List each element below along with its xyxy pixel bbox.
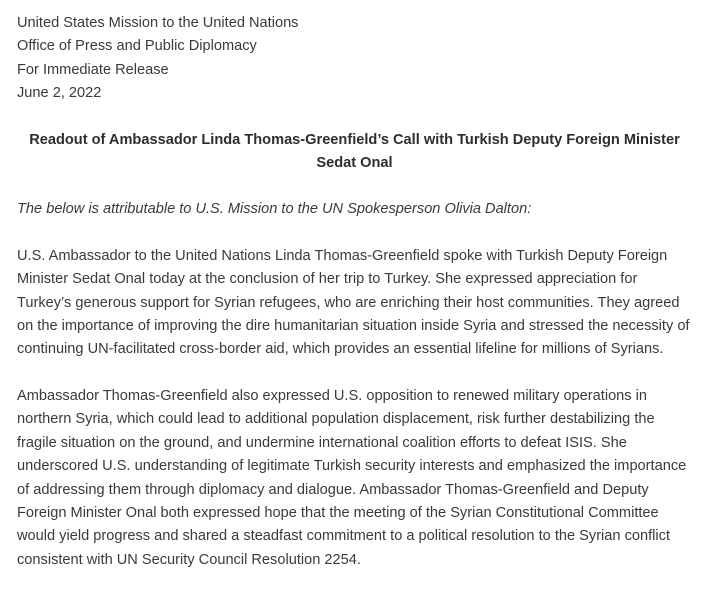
header-date: June 2, 2022 xyxy=(17,85,102,102)
header-office: Office of Press and Public Diplomacy xyxy=(17,38,257,55)
body-paragraph-2: Ambassador Thomas-Greenfield also expressed U.S. opposition to renewed military operations in northern Syria, which could lead to additional population displacement, risk further destabilizing the fragile situation on the ground, and undermine international coalition efforts to defeat ISIS. She underscored U.S. understanding of legitimate Turkish security interests and emphasized the importance of addressing them through diplomacy and dialogue. Ambassador Thomas-Greenfield and Deputy Foreign Minister Onal both expressed hope that the meeting of the Syrian Constitutional Committee would yield progress and shared a steadfast commitment to a political resolution to the Syrian conflict consistent with UN Security Council Resolution 2254. xyxy=(17,387,687,568)
body-paragraph-1: U.S. Ambassador to the United Nations Linda Thomas-Greenfield spoke with Turkish Deputy Foreign Minister Sedat Onal today at the conclusion of her trip to Turkey. She expressed appreciation for Turkey’s generous support for Syrian refugees, who are enriching their host communities. They agreed on the importance of improving the dire humanitarian situation inside Syria and stressed the necessity of continuing UN-facilitated cross-border aid, which provides an essential lifeline for millions of Syrians. xyxy=(17,247,690,358)
header-organization: United States Mission to the United Nations xyxy=(17,15,299,31)
release-title: Readout of Ambassador Linda Thomas-Greenfield’s Call with Turkish Deputy Foreign Minister Sedat Onal xyxy=(29,131,680,172)
release-header xyxy=(17,12,692,106)
header-release-type: For Immediate Release xyxy=(17,61,169,78)
attribution-line: The below is attributable to U.S. Mission to the UN Spokesperson Olivia Dalton: xyxy=(17,201,532,218)
